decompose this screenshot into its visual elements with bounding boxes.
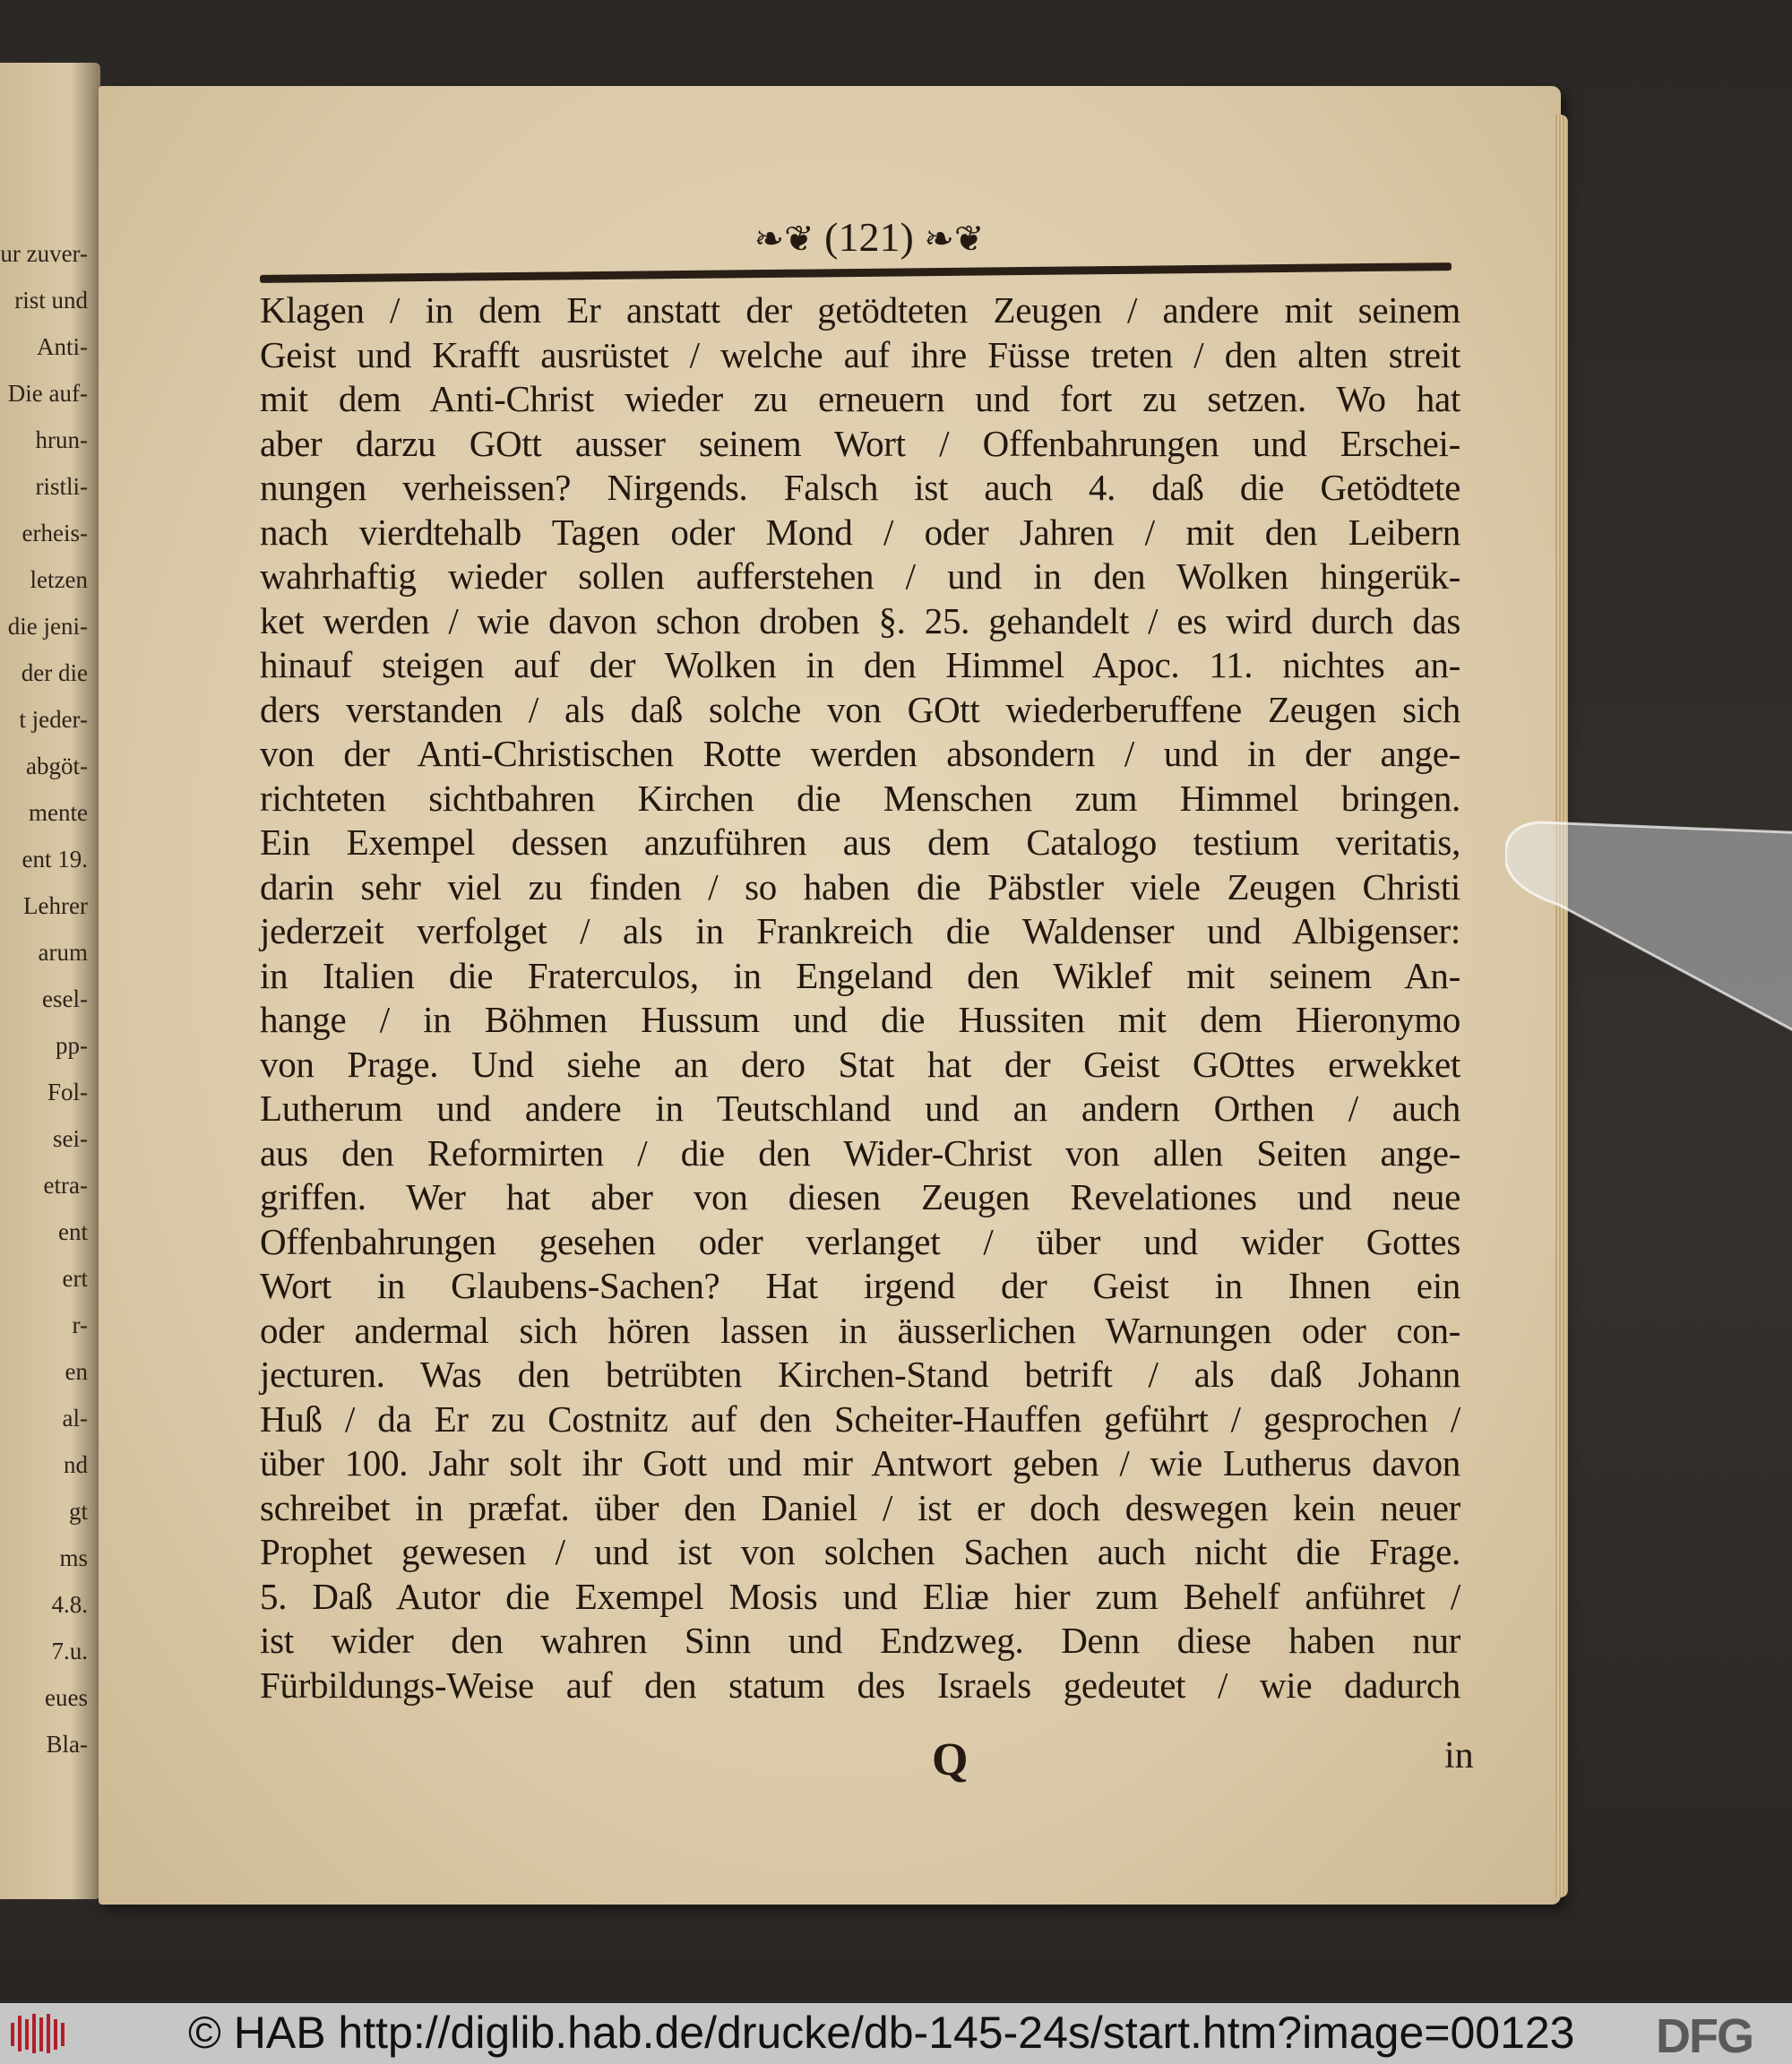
text-line: griffen. Wer hat aber von diesen Zeugen Revelationes und neue: [260, 1176, 1460, 1217]
text-line: 5. Daß Autor die Exempel Mosis und Eliæ hier zum Behelf anführet /: [260, 1575, 1460, 1617]
left-page-fragment: sei-: [53, 1125, 88, 1152]
text-line: Klagen / in dem Er anstatt der getödteten Zeugen / andere mit seinem: [260, 289, 1460, 331]
text-line: ist wider den wahren Sinn und Endzweg. Denn diese haben nur: [260, 1620, 1460, 1661]
left-page-fragment: arum: [38, 939, 88, 966]
text-line: von Prage. Und siehe an dero Stat hat der Geist GOttes erwekket: [260, 1043, 1460, 1085]
left-page-fragment: t jeder-: [19, 706, 88, 733]
signature-mark: Q: [932, 1734, 969, 1785]
left-page-fragment: Anti-: [37, 333, 88, 360]
text-line: darin sehr viel zu finden / so haben die Päbstler viele Zeugen Christi: [260, 865, 1460, 907]
catchword: in: [1444, 1735, 1474, 1776]
text-line: oder andermal sich hören lassen in äusserlichen Warnungen oder con-: [260, 1309, 1460, 1351]
text-line: Geist und Krafft ausrüstet / welche auf ihre Füsse treten / den alten streit: [260, 333, 1460, 375]
footer-bar: [0, 2003, 1792, 2064]
left-page-fragment: erheis-: [22, 520, 88, 546]
left-page-fragment: Bla-: [46, 1731, 88, 1758]
left-page-fragment: ms: [59, 1544, 88, 1571]
text-line: jecturen. Was den betrübten Kirchen-Stand betrift / als daß Johann: [260, 1354, 1460, 1395]
text-line: ders verstanden / als daß solche von GOtt wiederberuffene Zeugen sich: [260, 688, 1460, 730]
text-line: in Italien die Fraterculos, in Engeland den Wiklef mit seinem An-: [260, 954, 1460, 996]
left-page-fragment: Lehrer: [23, 892, 88, 919]
left-page-fragment: ent 19.: [22, 846, 88, 873]
left-page-fragment: letzen: [30, 566, 88, 593]
left-page-fragment: r-: [72, 1312, 88, 1338]
left-page-fragment: ent: [58, 1218, 88, 1245]
text-line: nungen verheissen? Nirgends. Falsch ist auch 4. daß die Getödtete: [260, 467, 1460, 508]
text-line: wahrhaftig wieder sollen aufferstehen / und in den Wolken hingerük-: [260, 555, 1460, 597]
text-line: ket werden / wie davon schon droben §. 25. gehandelt / es wird durch das: [260, 599, 1460, 641]
left-page-fragment: ert: [62, 1265, 88, 1292]
left-page-fragment: ristli-: [35, 473, 88, 500]
left-page-fragment: etra-: [43, 1172, 88, 1199]
left-page-fragment: en: [65, 1358, 88, 1385]
text-line: Offenbahrungen gesehen oder verlanget / über und wider Gottes: [260, 1220, 1460, 1262]
text-line: hange / in Böhmen Hussum und die Hussiten mit dem Hieronymo: [260, 999, 1460, 1040]
left-page-fragment: gt: [68, 1498, 88, 1525]
left-page-fragment: esel-: [42, 985, 88, 1012]
left-page-fragment: abgöt-: [26, 752, 88, 779]
text-line: hinauf steigen auf der Wolken in den Himmel Apoc. 11. nichtes an-: [260, 644, 1460, 685]
page-number: (121): [824, 214, 914, 260]
left-page-fragment: 7.u.: [51, 1638, 88, 1664]
text-line: Huß / da Er zu Costnitz auf den Scheiter-Hauffen geführt / gesprochen /: [260, 1398, 1460, 1440]
text-line: Wort in Glaubens-Sachen? Hat irgend der Geist in Ihnen ein: [260, 1265, 1460, 1306]
text-line: Lutherum und andere in Teutschland und an andern Orthen / auch: [260, 1088, 1460, 1129]
running-header: [699, 213, 1039, 261]
left-page-fragment: mente: [29, 799, 88, 826]
text-line: Prophet gewesen / und ist von solchen Sachen auch nicht die Frage.: [260, 1531, 1460, 1572]
left-page-fragment: 4.8.: [51, 1591, 88, 1618]
text-line: schreibet in præfat. über den Daniel / ist er doch deswegen kein neuer: [260, 1486, 1460, 1528]
page-holder-clip: [1505, 806, 1792, 1111]
left-page-fragment: nd: [64, 1451, 88, 1478]
text-line: über 100. Jahr solt ihr Gott und mir Antwort geben / wie Lutherus davon: [260, 1442, 1460, 1484]
text-line: von der Anti-Christischen Rotte werden absondern / und in der ange-: [260, 733, 1460, 774]
text-line: Ein Exempel dessen anzuführen aus dem Catalogo testium veritatis,: [260, 821, 1460, 863]
dfg-logo: DFG: [1656, 2009, 1753, 2063]
left-page-fragment: eues: [45, 1684, 88, 1711]
text-line: nach vierdtehalb Tagen oder Mond / oder Jahren / mit den Leibern: [260, 511, 1460, 553]
hab-logo-icon: [7, 2010, 70, 2057]
page-body-text: [260, 288, 1460, 1707]
left-page-fragment: ur zuver-: [0, 240, 88, 267]
ornament-left: ❧❦: [754, 219, 814, 259]
left-page-fragment: Fol-: [47, 1079, 88, 1105]
left-page-fragment: die jeni-: [7, 613, 88, 640]
text-line: aus den Reformirten / die den Wider-Christ von allen Seiten ange-: [260, 1131, 1460, 1174]
copyright-link[interactable]: © HAB http://diglib.hab.de/drucke/db-145-24s/start.htm?image=00123: [188, 2008, 1575, 2058]
left-page-edge: [0, 63, 100, 1899]
left-page-fragment: rist und: [14, 287, 88, 314]
text-line: jederzeit verfolget / als in Frankreich die Waldenser und Albigenser:: [260, 910, 1460, 951]
left-page-fragment: hrun-: [35, 426, 88, 453]
text-line: richteten sichtbahren Kirchen die Menschen zum Himmel bringen.: [260, 777, 1460, 819]
left-page-fragment: Die auf-: [7, 380, 88, 407]
text-line: Fürbildungs-Weise auf den statum des Israels gedeutet / wie dadurch: [260, 1664, 1460, 1706]
left-page-fragment: der die: [21, 659, 88, 686]
text-line: mit dem Anti-Christ wieder zu erneuern und fort zu setzen. Wo hat: [260, 378, 1460, 419]
left-page-fragment: al-: [62, 1405, 88, 1432]
left-page-fragment: pp-: [56, 1032, 88, 1059]
text-line: aber darzu GOtt ausser seinem Wort / Offenbahrungen und Erschei-: [260, 422, 1460, 464]
ornament-right: ❧❦: [924, 219, 985, 259]
